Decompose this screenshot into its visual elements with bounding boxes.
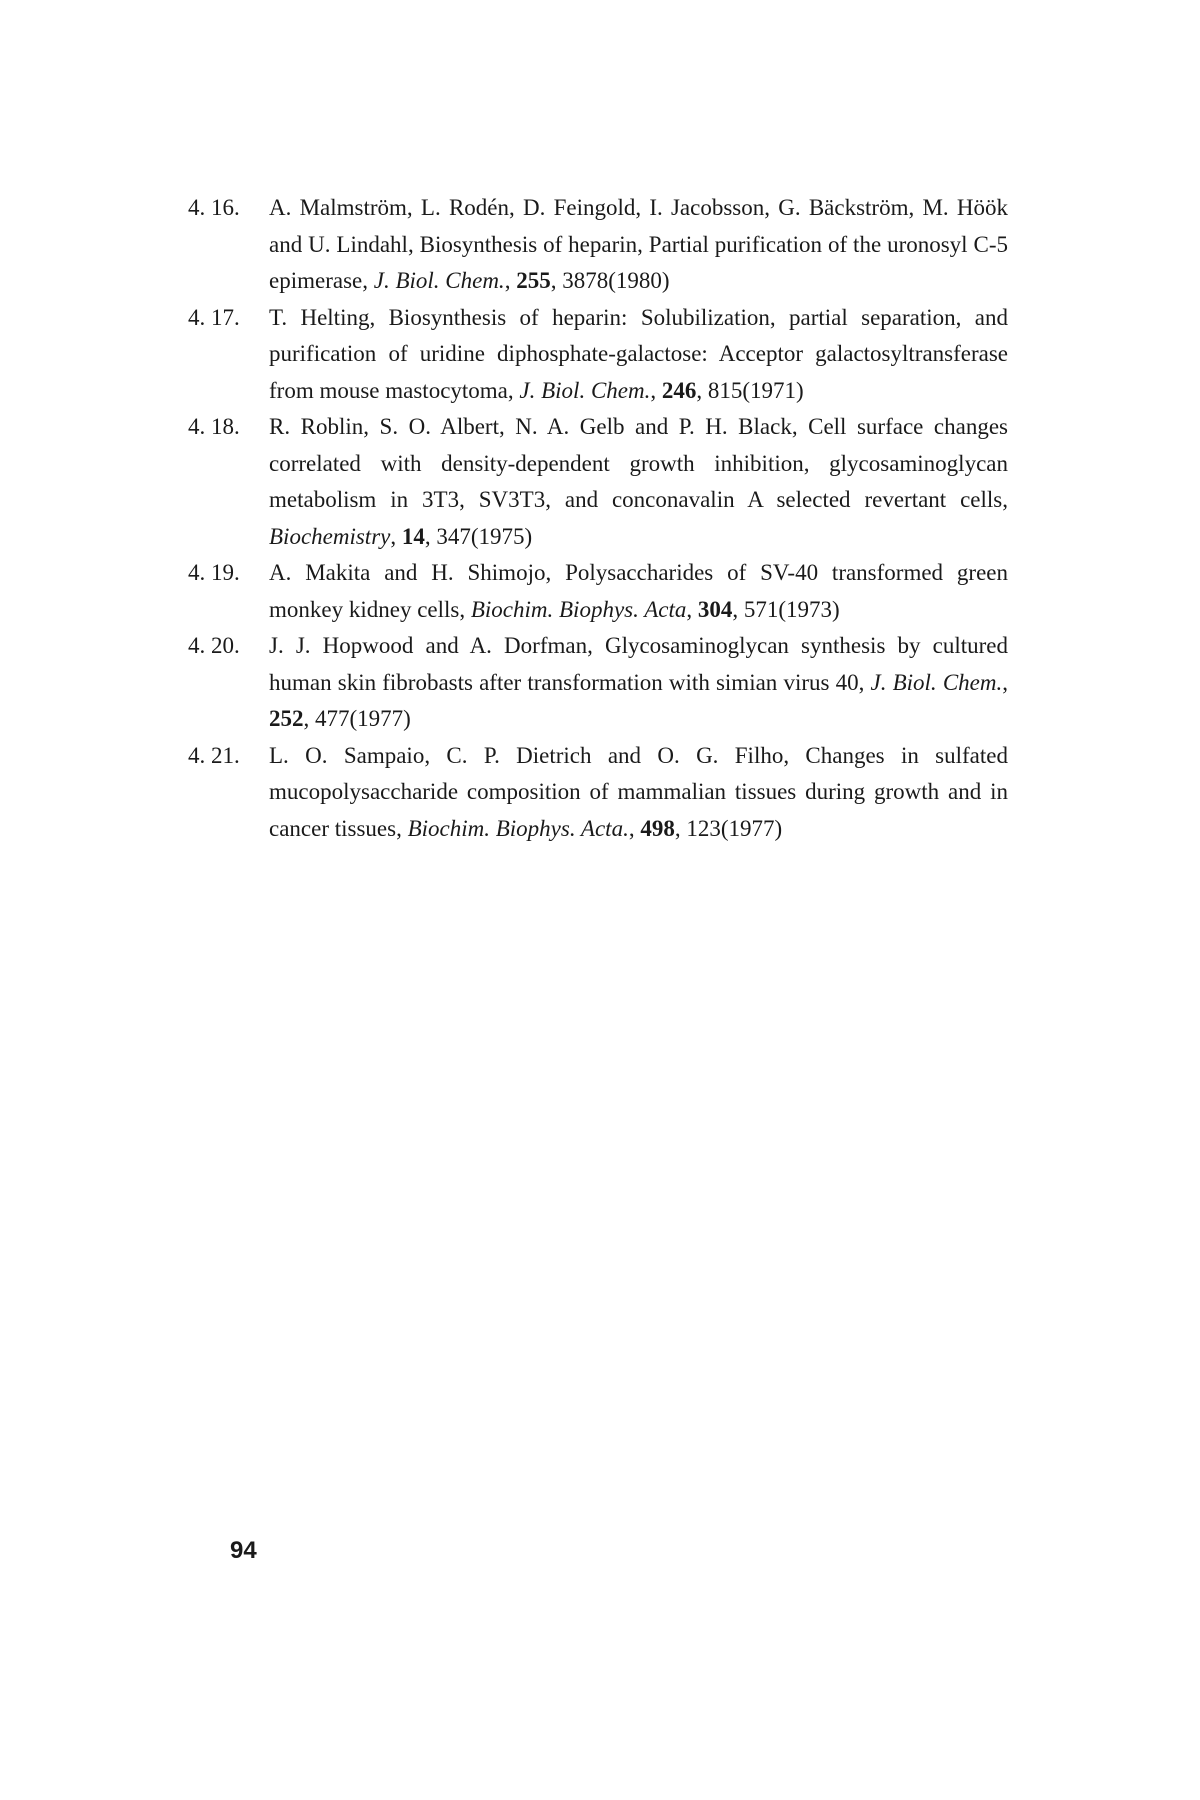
reference-journal: Biochim. Biophys. Acta [470,596,687,622]
reference-item [188,628,1008,738]
reference-separator: , [550,268,563,293]
reference-item [188,738,1008,848]
reference-item [188,300,1008,410]
reference-separator: , [504,268,517,293]
reference-separator: , [424,523,437,549]
reference-separator: , [732,596,744,622]
reference-text [269,738,1008,848]
reference-text [269,409,1008,555]
reference-pages-year: 571(1973) [743,596,840,622]
reference-pages-year: 123(1977) [686,815,783,841]
reference-volume: 246 [661,377,697,403]
reference-item [188,409,1008,555]
reference-authors: L. O. Sampaio, C. P. Dietrich and O. G. Filho, [269,742,806,768]
reference-separator: , [686,596,698,622]
reference-list [188,190,1008,847]
reference-title: Biosynthesis of heparin: Solubilization, partial separation, and purification of uridine diphosphate-galactose: Acceptor galactosyltransferase from mouse mastocytoma, [269,304,1008,403]
reference-item [188,555,1008,628]
reference-journal: J. Biol. Chem. [870,669,1003,695]
reference-text [269,555,1008,628]
reference-authors: A. Makita and H. Shimojo, [269,560,566,585]
reference-text [269,628,1008,738]
reference-volume: 498 [640,815,675,841]
reference-number: 4. 21. [188,742,240,768]
reference-authors: T. Helting, [269,304,389,330]
reference-pages-year: 477(1977) [315,706,411,731]
reference-volume: 255 [516,268,551,293]
reference-number: 4. 20. [188,633,240,658]
page-number: 94 [230,1537,257,1564]
reference-volume: 14 [401,523,425,549]
reference-pages-year: 815(1971) [707,377,804,403]
reference-number: 4. 16. [188,195,240,220]
reference-title: Polysaccharides of SV-40 transformed green monkey kidney cells, [269,560,1008,622]
reference-number: 4. 18. [188,414,240,439]
reference-journal: J. Biol. Chem. [373,268,505,293]
reference-title: Changes in sulfated mucopolysaccharide composition of mammalian tissues during growth and in cancer tissues, [269,742,1008,841]
reference-number: 4. 17. [188,304,240,330]
reference-journal: Biochim. Biophys. Acta. [407,815,629,841]
reference-separator: , [303,706,315,731]
reference-journal: Biochemistry [269,523,391,549]
reference-title: Cell surface changes correlated with density-dependent growth inhibition, glycosaminoglycan metabolism in 3T3, SV3T3, and conconavalin A selected revertant cells, [269,414,1008,512]
reference-separator: , [628,815,641,841]
reference-separator: , [1002,669,1008,695]
reference-text [269,300,1008,410]
reference-number: 4. 19. [188,560,240,585]
reference-separator: , [696,377,708,403]
reference-item [188,190,1008,300]
reference-authors: J. J. Hopwood and A. Dorfman, [269,633,605,658]
reference-title: Biosynthesis of heparin, Partial purification of the uronosyl C-5 epimerase, [269,231,1008,293]
reference-journal: J. Biol. Chem. [519,377,651,403]
reference-text [269,190,1008,300]
reference-title: Glycosaminoglycan synthesis by cultured human skin fibrobasts after transformation with simian virus 40, [269,633,1009,695]
reference-separator: , [650,377,662,403]
reference-volume: 304 [697,596,733,622]
reference-pages-year: 347(1975) [436,523,533,549]
reference-pages-year: 3878(1980) [562,268,670,293]
reference-separator: , [390,523,402,549]
reference-volume: 252 [269,706,304,731]
reference-separator: , [674,815,687,841]
reference-authors: A. Malmström, L. Rodén, D. Feingold, I. Jacobsson, G. Bäckström, M. Höök and U. Lindahl, [269,195,1008,257]
reference-authors: R. Roblin, S. O. Albert, N. A. Gelb and P. H. Black, [269,414,809,439]
